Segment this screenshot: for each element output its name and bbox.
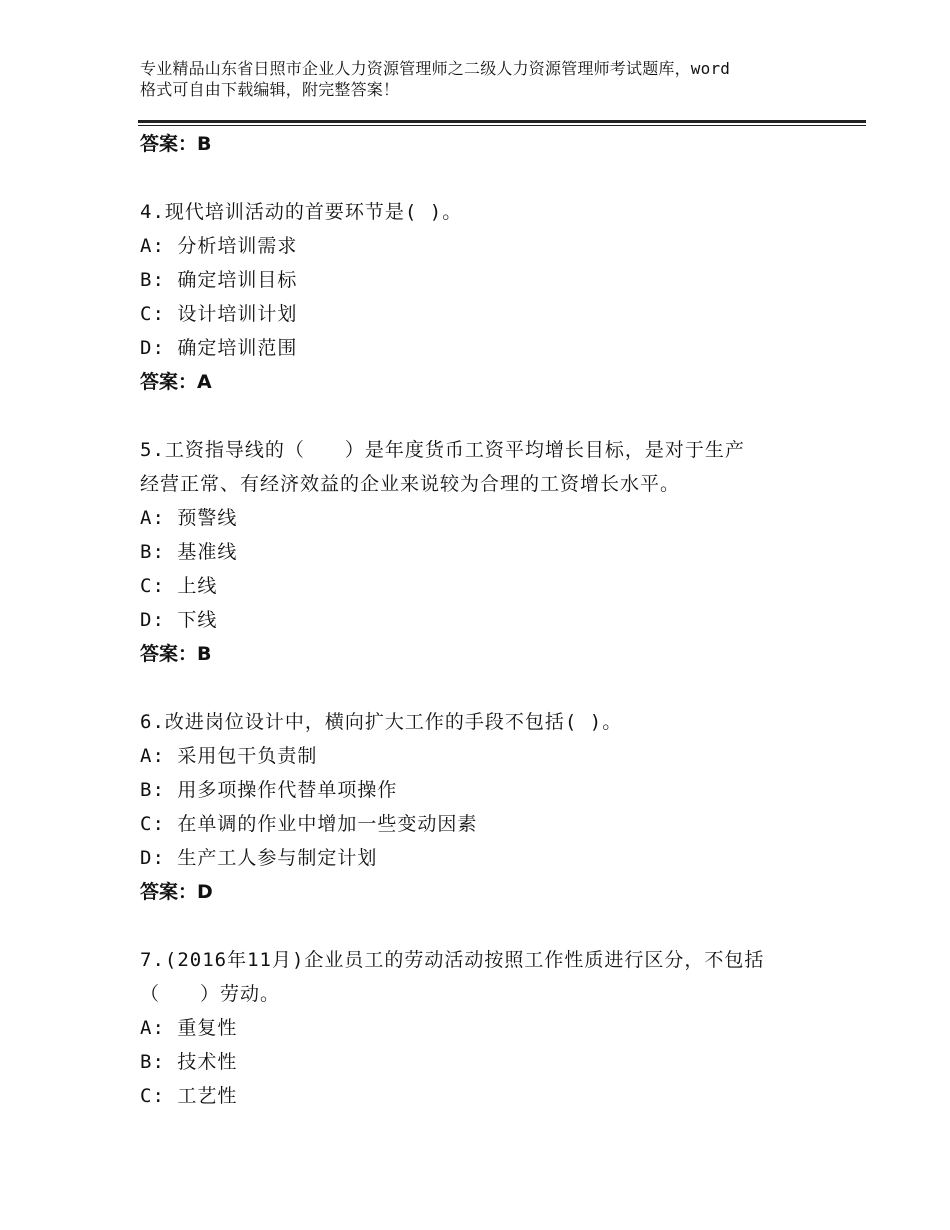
document-header bbox=[140, 58, 830, 100]
option-b: B: 基准线 bbox=[140, 541, 238, 563]
option-a: A: 重复性 bbox=[140, 1017, 238, 1039]
option-c: C: 在单调的作业中增加一些变动因素 bbox=[140, 813, 478, 835]
option-a: A: 采用包干负责制 bbox=[140, 745, 318, 767]
option-a: A: 预警线 bbox=[140, 507, 238, 529]
header-rule-thick bbox=[138, 120, 866, 123]
option-c: C: 上线 bbox=[140, 575, 218, 597]
option-b: B: 技术性 bbox=[140, 1051, 238, 1073]
option-d: D: 确定培训范围 bbox=[140, 337, 298, 359]
question-5 bbox=[140, 433, 860, 671]
document-content bbox=[140, 127, 860, 1113]
option-d: D: 生产工人参与制定计划 bbox=[140, 847, 378, 869]
question-text: 6.改进岗位设计中，横向扩大工作的手段不包括( )。 bbox=[140, 711, 623, 733]
question-6 bbox=[140, 705, 860, 909]
option-c: C: 工艺性 bbox=[140, 1085, 238, 1107]
answer: 答案：B bbox=[140, 643, 212, 665]
previous-answer: 答案：B bbox=[140, 133, 212, 155]
question-7 bbox=[140, 943, 860, 1113]
question-text: 7.(2016年11月)企业员工的劳动活动按照工作性质进行区分，不包括 bbox=[140, 949, 765, 971]
option-d: D: 下线 bbox=[140, 609, 218, 631]
answer: 答案：A bbox=[140, 371, 212, 393]
option-b: B: 用多项操作代替单项操作 bbox=[140, 779, 398, 801]
header-line-1: 专业精品山东省日照市企业人力资源管理师之二级人力资源管理师考试题库，word bbox=[140, 59, 731, 78]
question-text: 4.现代培训活动的首要环节是( )。 bbox=[140, 201, 463, 223]
option-b: B: 确定培训目标 bbox=[140, 269, 298, 291]
question-text: 5.工资指导线的（ ）是年度货币工资平均增长目标，是对于生产 bbox=[140, 439, 745, 461]
header-rule-thin bbox=[138, 125, 866, 126]
question-text-continued: 经营正常、有经济效益的企业来说较为合理的工资增长水平。 bbox=[140, 473, 681, 495]
option-a: A: 分析培训需求 bbox=[140, 235, 298, 257]
question-4 bbox=[140, 195, 860, 399]
answer: 答案：D bbox=[140, 881, 213, 903]
header-line-2: 格式可自由下载编辑，附完整答案！ bbox=[140, 80, 400, 99]
question-text-continued: （ ）劳动。 bbox=[140, 983, 281, 1005]
option-c: C: 设计培训计划 bbox=[140, 303, 298, 325]
